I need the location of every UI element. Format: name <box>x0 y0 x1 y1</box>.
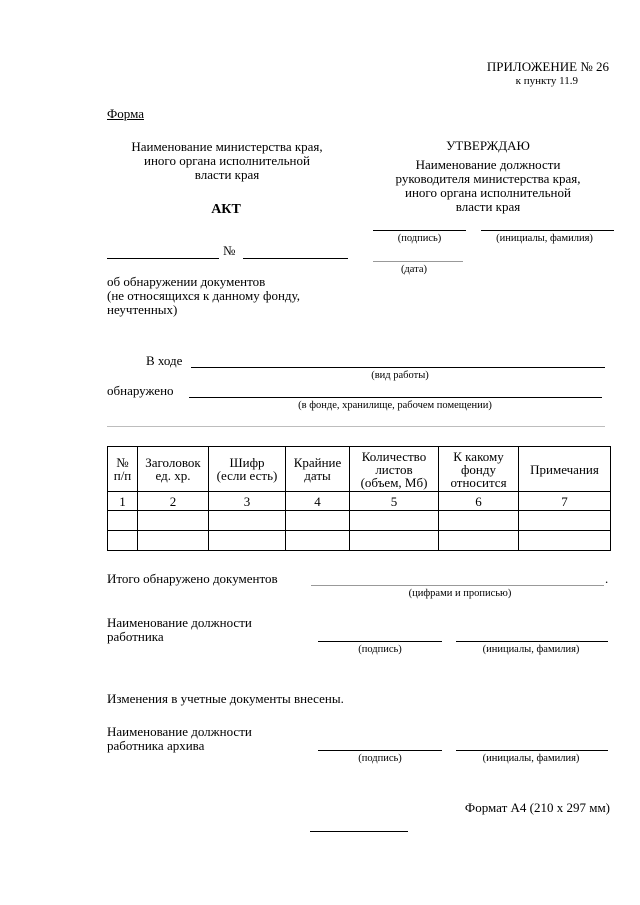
footer-line <box>310 831 408 832</box>
act-number-line <box>243 258 348 259</box>
ministry-line-3: власти края <box>194 167 260 182</box>
approval-signature-line <box>373 230 466 231</box>
act-title: АКТ <box>211 202 241 217</box>
total-hint: (цифрами и прописью) <box>408 588 512 599</box>
approval-signature-label: (подпись) <box>397 233 442 244</box>
col-number-2: 2 <box>138 492 209 511</box>
total-end: . <box>605 571 609 586</box>
signer1-line-2: работника <box>107 629 164 644</box>
total-line <box>311 585 604 586</box>
number-sign: № <box>223 243 236 258</box>
approval-date-line <box>373 261 463 262</box>
act-subject <box>107 275 300 317</box>
ministry-line-2: иного органа исполнительной <box>144 153 310 168</box>
signer2-name-label: (инициалы, фамилия) <box>482 753 580 764</box>
col-header-dates: Крайние даты <box>286 447 350 492</box>
table-number-row <box>108 492 611 511</box>
found-place-line <box>189 397 602 398</box>
ministry-line-1: Наименование министерства края, <box>131 139 323 154</box>
subject-line-3: неучтенных) <box>107 302 178 317</box>
changes-text: Изменения в учетные документы внесены. <box>107 691 344 706</box>
col-number-6: 6 <box>439 492 519 511</box>
col-header-number: № п/п <box>108 447 138 492</box>
table-row <box>108 511 611 531</box>
found-label: обнаружено <box>107 383 174 398</box>
col-header-code: Шифр (если есть) <box>209 447 286 492</box>
work-type-hint: (вид работы) <box>371 370 429 381</box>
col-number-7: 7 <box>519 492 611 511</box>
signer2-name-line <box>456 750 608 751</box>
col-header-notes: Примечания <box>519 447 611 492</box>
signer1-name-label: (инициалы, фамилия) <box>482 644 580 655</box>
col-number-4: 4 <box>286 492 350 511</box>
col-number-1: 1 <box>108 492 138 511</box>
approval-position-line-1: Наименование должности <box>415 157 561 172</box>
col-header-title: Заголовок ед. хр. <box>138 447 209 492</box>
subject-line-2: (не относящихся к данному фонду, <box>107 288 300 303</box>
col-number-5: 5 <box>350 492 439 511</box>
approval-position-line-4: власти края <box>455 199 521 214</box>
col-number-3: 3 <box>209 492 286 511</box>
signer2-line-1: Наименование должности <box>107 724 252 739</box>
separator-line <box>107 426 605 427</box>
signer2-position <box>107 725 252 753</box>
signer1-signature-label: (подпись) <box>358 644 402 655</box>
approval-date-label: (дата) <box>400 264 428 275</box>
approval-position-line-2: руководителя министерства края, <box>395 171 581 186</box>
approval-position <box>370 158 606 214</box>
format-text: Формат А4 (210 x 297 мм) <box>464 800 610 815</box>
approval-position-line-3: иного органа исполнительной <box>405 185 571 200</box>
subject-line-1: об обнаружении документов <box>107 274 266 289</box>
approval-name-label: (инициалы, фамилия) <box>496 233 593 244</box>
signer1-signature-line <box>318 641 442 642</box>
during-label: В ходе <box>146 353 183 368</box>
signer2-signature-label: (подпись) <box>358 753 402 764</box>
found-place-hint: (в фонде, хранилище, рабочем помещении) <box>298 400 492 411</box>
signer1-position <box>107 616 252 644</box>
signer2-line-2: работника архива <box>107 738 205 753</box>
appendix-title: ПРИЛОЖЕНИЕ № 26 <box>486 59 609 74</box>
col-header-fund: К какому фонду относится <box>439 447 519 492</box>
forma-label: Форма <box>107 106 144 121</box>
signer1-name-line <box>456 641 608 642</box>
work-type-line <box>191 367 605 368</box>
approval-title: УТВЕРЖДАЮ <box>446 138 530 153</box>
table-row <box>108 531 611 551</box>
documents-table <box>107 446 611 551</box>
act-date-line <box>107 258 219 259</box>
signer2-signature-line <box>318 750 442 751</box>
table-header-row <box>108 447 611 492</box>
total-label: Итого обнаружено документов <box>107 571 278 586</box>
col-header-sheets: Количество листов (объем, Мб) <box>350 447 439 492</box>
approval-name-line <box>481 230 614 231</box>
ministry-name <box>100 140 354 182</box>
appendix-reference: к пункту 11.9 <box>515 75 578 87</box>
signer1-line-1: Наименование должности <box>107 615 252 630</box>
